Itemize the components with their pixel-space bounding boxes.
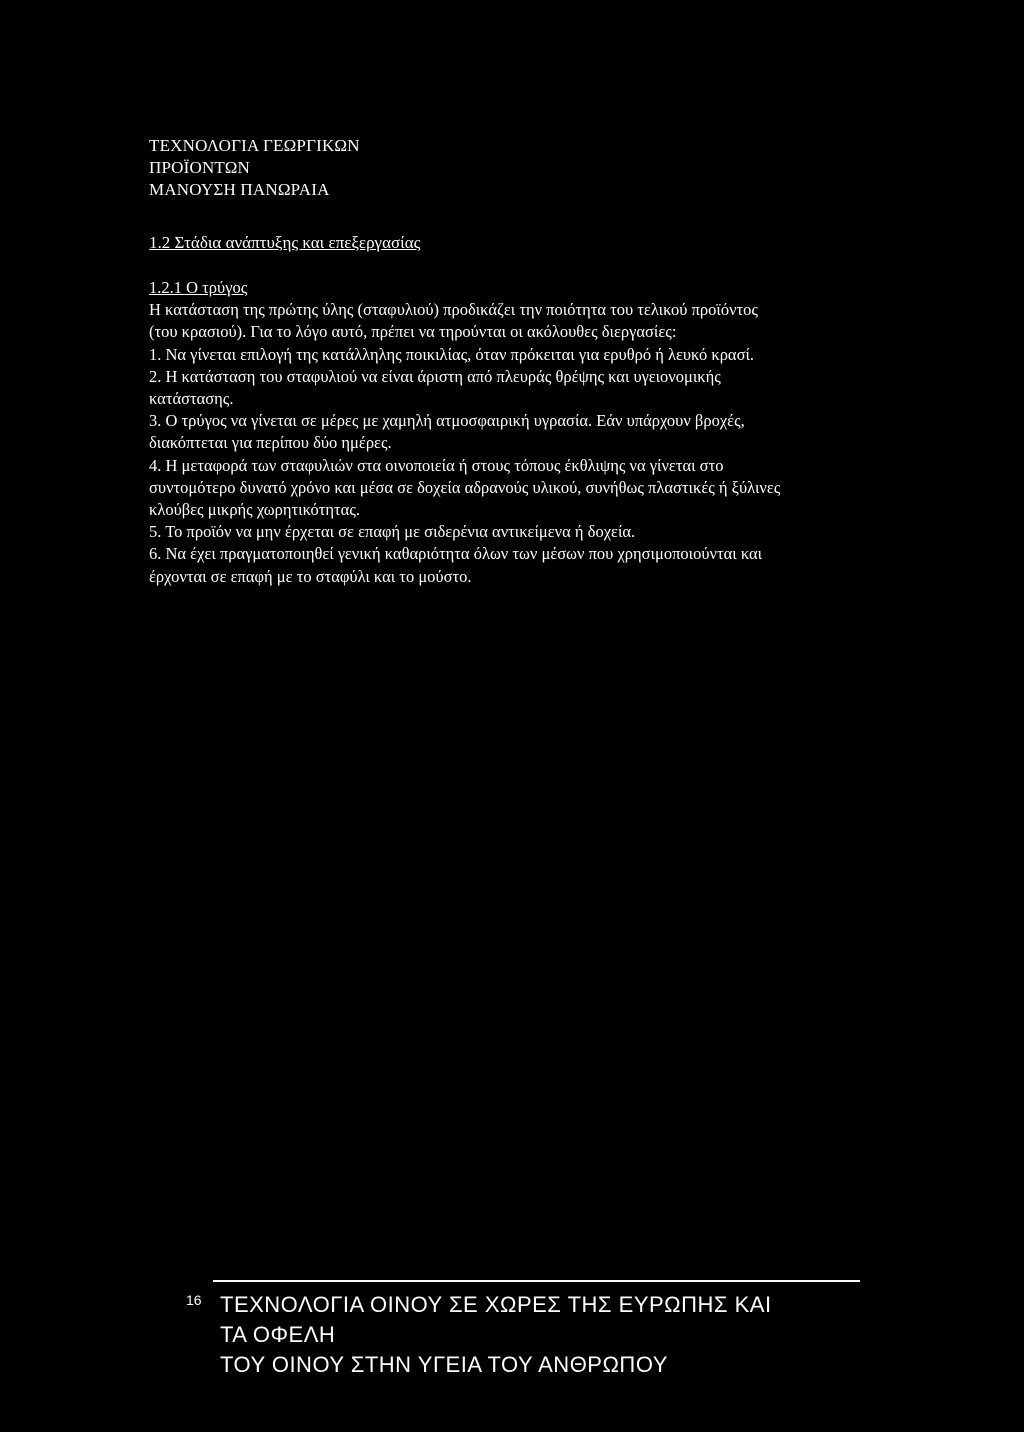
list-item: 1. Να γίνεται επιλογή της κατάλληλης ποικιλίας, όταν πρόκειται για ερυθρό ή λευκό κρασί. (149, 344, 755, 364)
list-item: 6. Να έχει πραγματοποιηθεί γενική καθαριότητα όλων των μέσων που χρησιμοποιούνται και έρχονται σε επαφή με το σταφύλι και το μούστο. (149, 544, 763, 586)
header-line-3: ΜΑΝΟΥΣΗ ΠΑΝΩΡΑΙΑ (149, 180, 330, 199)
page-number: 16 (186, 1292, 202, 1308)
footer-divider (213, 1280, 860, 1282)
footer-title (220, 1290, 772, 1380)
section-title: 1.2 Στάδια ανάπτυξης και επεξεργασίας (149, 233, 421, 252)
header-line-2: ΠΡΟΪΟΝΤΩΝ (149, 158, 251, 177)
document-body (149, 277, 789, 588)
footer-line-2: ΤΑ ΟΦΕΛΗ (220, 1322, 336, 1347)
list-item: 5. Το προϊόν να μην έρχεται σε επαφή με σιδερένια αντικείμενα ή δοχεία. (149, 522, 636, 542)
subsection-title: 1.2.1 Ο τρύγος (149, 278, 248, 297)
intro-paragraph: Η κατάσταση της πρώτης ύλης (σταφυλιού) προδικάζει την ποιότητα του τελικού προϊόντος (του κρασιού). Για το λόγο αυτό, πρέπει να τηρούνται οι ακόλουθες διεργασίες: (149, 300, 758, 342)
header-line-1: ΤΕΧΝΟΛΟΓΙΑ ΓΕΩΡΓΙΚΩΝ (149, 136, 360, 155)
list-item: 2. Η κατάσταση του σταφυλιού να είναι άριστη από πλευράς θρέψης και υγειονομικής κατάστασης. (149, 366, 721, 409)
document-header (149, 135, 360, 201)
list-item: 4. Η μεταφορά των σταφυλιών στα οινοποιεία ή στους τόπους έκθλιψης να γίνεται στο συντομότερο δυνατό χρόνο και μέσα σε δοχεία αδρανούς υλικού, συνήθως πλαστικές ή ξύλινες κλούβες μικρής χωρητικότητας. (149, 455, 781, 520)
footer-line-1: ΤΕΧΝΟΛΟΓΙΑ ΟΙΝΟΥ ΣΕ ΧΩΡΕΣ ΤΗΣ ΕΥΡΩΠΗΣ ΚΑΙ (220, 1292, 772, 1317)
footer-line-3: ΤΟΥ ΟΙΝΟΥ ΣΤΗΝ ΥΓΕΙΑ ΤΟΥ ΑΝΘΡΩΠΟΥ (220, 1352, 668, 1377)
list-item: 3. Ο τρύγος να γίνεται σε μέρες με χαμηλή ατμοσφαιρική υγρασία. Εάν υπάρχουν βροχές, διακόπτεται για περίπου δύο ημέρες. (149, 411, 745, 453)
